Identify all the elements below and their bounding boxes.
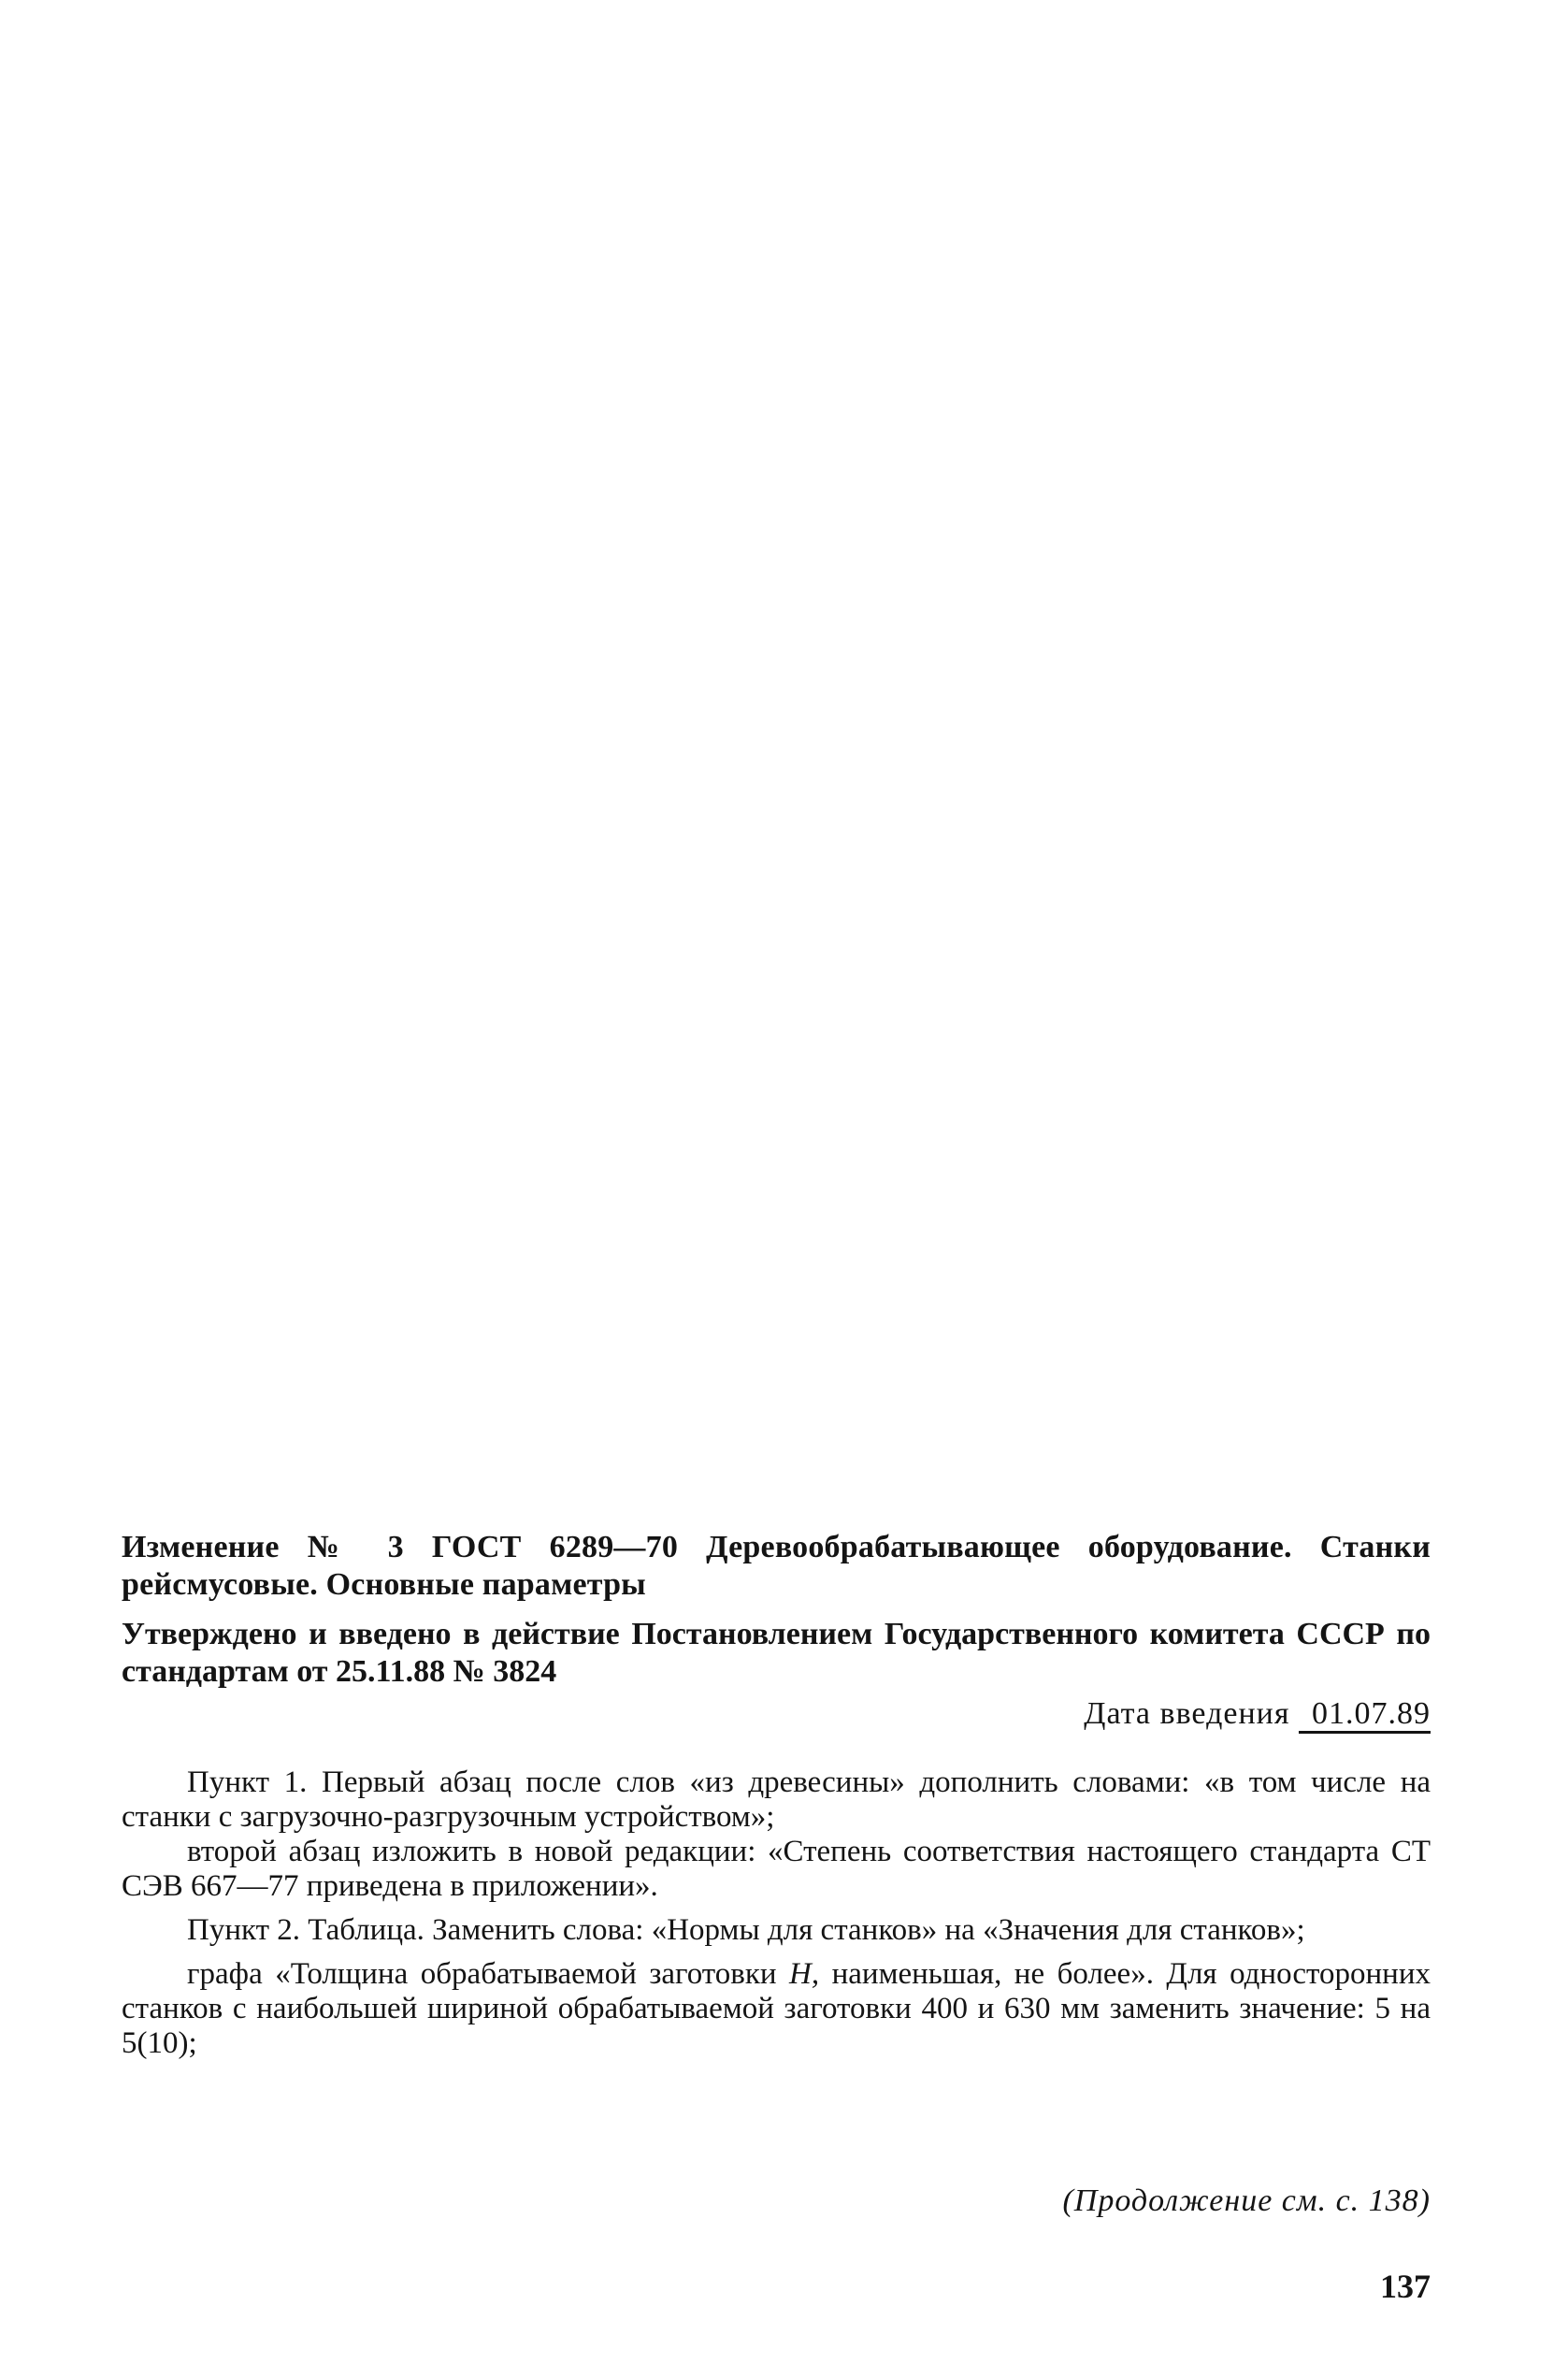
paragraph-item-3: Пункт 2. Таблица. Заменить слова: «Нормы для станков» на «Значения для станков»; xyxy=(187,1913,1305,1947)
effective-date-line xyxy=(122,1695,1431,1733)
paragraph-item-1: Пункт 1. Первый абзац после слов «из древесины» дополнить словами: «в том числе на станки с загрузочно-разгрузочным устройством»; xyxy=(122,1765,1431,1834)
paragraph-item-4 xyxy=(122,1957,1431,2061)
paragraph-item-4-start: графа «Толщина обрабатываемой заготовки xyxy=(187,1957,777,1991)
continuation-note: (Продолжение см. с. 138) xyxy=(1062,2183,1431,2218)
amendment-text xyxy=(122,1765,1431,2070)
document-title: Изменение № 3 ГОСТ 6289—70 Деревообрабатывающее оборудование. Станки рейсмусовые. Основные параметры xyxy=(122,1530,1431,1602)
approval-statement: Утверждено и введено в действие Постановлением Государственного комитета СССР по стандартам от 25.11.88 № 3824 xyxy=(122,1617,1431,1689)
page-number: 137 xyxy=(1380,2268,1431,2305)
effective-date-value: 01.07.89 xyxy=(1299,1696,1431,1734)
paragraph-item-2: второй абзац изложить в новой редакции: «Степень соответствия настоящего стандарта СТ СЭВ 667—77 приведена в приложении». xyxy=(122,1835,1431,1903)
paragraph-item-4-end: наименьшая, не более». Для односторонних станков с наибольшей шириной обрабатываемой заготовки 400 и 630 мм заменить значение: 5 на 5(10); xyxy=(122,1957,1431,2060)
variable-h: H, xyxy=(789,1957,820,1991)
effective-date-label: Дата введения xyxy=(1084,1696,1290,1731)
